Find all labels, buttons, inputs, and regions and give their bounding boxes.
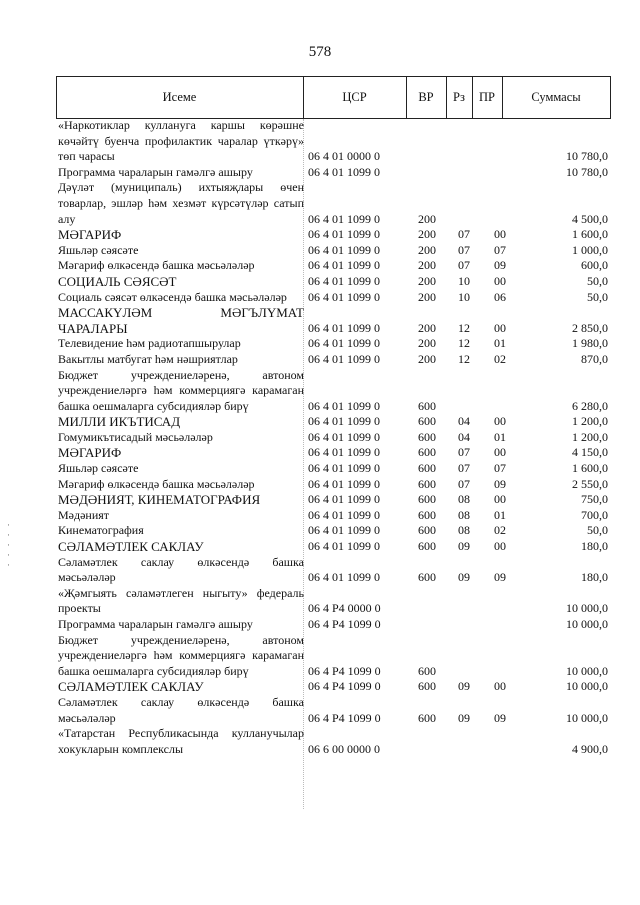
row-vr (408, 726, 458, 757)
row-rz: 12 (458, 351, 470, 366)
row-csr: 06 4 P4 1099 0 (308, 663, 381, 678)
row-sum: 50,0 (587, 273, 608, 288)
row-vr: 600 (418, 461, 436, 476)
row-csr: 06 4 P4 0000 0 (308, 601, 381, 616)
row-sum: 10 000,0 (566, 710, 608, 725)
row-name: «Наркотиклар кулланугa каршы көрәшне көчәйтү буенча профилактик чаралар үткәрү» төп чарасы (58, 118, 304, 164)
row-rz: 08 (458, 523, 470, 538)
row-vr: 200 (418, 258, 436, 273)
row-vr: 200 (418, 211, 436, 226)
row-vr: 600 (418, 445, 436, 460)
row-sum: 1 200,0 (572, 429, 608, 444)
row-name: МӘДӘНИЯТ, КИНЕМАТОГРАФИЯ (58, 492, 261, 508)
row-rz: 09 (458, 539, 470, 554)
row-sum: 600,0 (581, 258, 608, 273)
row-csr: 06 4 01 1099 0 (308, 539, 380, 554)
row-sum: 10 000,0 (566, 679, 608, 694)
row-pr: 01 (494, 429, 506, 444)
row-sum: 10 780,0 (566, 149, 608, 164)
row-pr (492, 586, 524, 617)
table-row (58, 290, 608, 306)
row-name: Социаль сәясәт өлкәсендә башка мәсьәләләр (58, 289, 287, 304)
row-sum: 10 000,0 (566, 663, 608, 678)
row-pr (492, 617, 524, 633)
row-name: МӘГАРИФ (58, 445, 122, 461)
row-pr: 01 (494, 507, 506, 522)
row-vr: 600 (418, 476, 436, 491)
row-rz: 08 (458, 492, 470, 507)
row-name: Мәдәният (58, 507, 110, 522)
row-sum: 50,0 (587, 523, 608, 538)
row-name: СӘЛАМӘТЛЕК САКЛАУ (58, 679, 204, 695)
row-pr (492, 726, 524, 757)
row-rz: 10 (458, 273, 470, 288)
row-vr: 600 (418, 492, 436, 507)
row-csr: 06 4 01 1099 0 (308, 445, 380, 460)
row-vr: 600 (418, 570, 436, 585)
table-row (58, 461, 608, 477)
table-row (58, 726, 608, 757)
row-rz: 10 (458, 289, 470, 304)
row-csr: 06 4 01 1099 0 (308, 414, 380, 429)
row-csr: 06 4 01 0000 0 (308, 149, 380, 164)
row-name: СОЦИАЛЬ СӘЯСӘТ (58, 273, 177, 289)
row-name: «Татарстан Республикасында кулланучылар хокукларын комплекслы (58, 726, 304, 756)
row-vr: 600 (418, 414, 436, 429)
row-vr: 200 (418, 336, 436, 351)
row-pr: 00 (494, 539, 506, 554)
row-vr (408, 586, 458, 617)
row-pr: 02 (494, 523, 506, 538)
header-csr: ЦСР (342, 90, 367, 104)
row-pr: 02 (494, 351, 506, 366)
row-pr: 00 (494, 445, 506, 460)
row-sum: 1 600,0 (572, 227, 608, 242)
row-pr: 00 (494, 273, 506, 288)
table-row (58, 477, 608, 493)
row-rz (458, 633, 492, 680)
row-pr: 09 (494, 570, 506, 585)
row-csr: 06 4 01 1099 0 (308, 242, 380, 257)
table-row (58, 617, 608, 633)
row-pr: 07 (494, 461, 506, 476)
table-row (58, 586, 608, 617)
header-vr: ВР (418, 90, 434, 104)
row-csr: 06 4 01 1099 0 (308, 211, 380, 226)
row-name: МИЛЛИ ИКЪТИСАД (58, 414, 181, 430)
row-name: МӘГАРИФ (58, 227, 122, 243)
row-csr: 06 4 01 1099 0 (308, 398, 380, 413)
row-csr: 06 6 00 0000 0 (308, 741, 380, 756)
row-vr (408, 617, 458, 633)
col-line-right (610, 76, 611, 119)
row-pr: 09 (494, 258, 506, 273)
row-sum: 180,0 (581, 570, 608, 585)
row-csr: 06 4 P4 1099 0 (308, 617, 381, 631)
row-pr: 00 (494, 492, 506, 507)
table-row (58, 492, 608, 508)
row-name: МАССАКҮЛӘМ МӘГЪЛҮМАТ ЧАРАЛАРЫ (58, 305, 304, 336)
row-sum: 1 200,0 (572, 414, 608, 429)
row-sum: 4 150,0 (572, 445, 608, 460)
table-row (58, 305, 608, 336)
row-name: СӘЛАМӘТЛЕК САКЛАУ (58, 539, 204, 555)
table-row (58, 165, 608, 181)
row-rz: 07 (458, 227, 470, 242)
row-rz: 07 (458, 258, 470, 273)
row-csr: 06 4 P4 1099 0 (308, 679, 381, 694)
row-vr: 600 (418, 398, 436, 413)
row-pr: 09 (494, 476, 506, 491)
row-pr (492, 165, 524, 181)
row-rz: 09 (458, 679, 470, 694)
row-csr: 06 4 01 1099 0 (308, 258, 380, 273)
table-row (58, 508, 608, 524)
row-csr: 06 4 01 1099 0 (308, 273, 380, 288)
row-vr: 600 (418, 507, 436, 522)
row-sum: 10 000,0 (566, 617, 608, 631)
table-row (58, 695, 608, 726)
row-pr: 00 (494, 679, 506, 694)
row-name: Кинематография (58, 523, 144, 538)
row-pr: 00 (494, 227, 506, 242)
row-rz: 09 (458, 710, 470, 725)
row-csr: 06 4 01 1099 0 (308, 289, 380, 304)
row-csr: 06 4 01 1099 0 (308, 461, 380, 476)
row-name: Программа чараларын гамәлгә ашыру (58, 164, 253, 179)
row-vr: 600 (418, 523, 436, 538)
row-vr: 200 (418, 242, 436, 257)
row-sum: 4 900,0 (572, 741, 608, 756)
row-pr (492, 633, 524, 680)
row-name: «Җәмгыять сәламәтлеген ныгыту» федераль проекты (58, 585, 304, 616)
row-rz: 08 (458, 507, 470, 522)
row-sum: 10 780,0 (566, 164, 608, 179)
row-pr (492, 368, 524, 415)
row-sum: 870,0 (581, 351, 608, 366)
row-sum: 10 000,0 (566, 601, 608, 616)
row-vr: 600 (418, 663, 436, 678)
page-number: 578 (308, 44, 332, 60)
row-csr: 06 4 01 1099 0 (308, 429, 380, 444)
row-sum: 1 000,0 (572, 242, 608, 257)
row-csr: 06 4 01 1099 0 (308, 164, 380, 179)
row-vr: 600 (418, 429, 436, 444)
row-csr: 06 4 01 1099 0 (308, 492, 380, 507)
row-rz (458, 118, 492, 165)
row-csr: 06 4 01 1099 0 (308, 351, 380, 366)
row-rz (458, 586, 492, 617)
row-sum: 1 980,0 (572, 336, 608, 351)
row-vr: 200 (418, 320, 436, 335)
row-name: Яшьләр сәясәте (58, 242, 139, 257)
row-name: Бюджет учреждениеләренә, автоном учреждениеләргә һәм коммерциягә карамаган башка оешмаларга субсидияләр бирү (58, 367, 304, 413)
header-pr: ПР (479, 90, 495, 104)
row-name: Бюджет учреждениеләренә, автоном учреждениеләргә һәм коммерциягә карамаган башка оешмаларга субсидияләр бирү (58, 632, 304, 678)
row-vr: 200 (418, 273, 436, 288)
table-row (58, 227, 608, 243)
row-name: Вакытлы матбугат һәм нәшриятлар (58, 351, 238, 366)
table-row (58, 352, 608, 368)
table-row (58, 258, 608, 274)
row-name: Яшьләр сәясәте (58, 461, 139, 476)
row-vr: 200 (418, 351, 436, 366)
row-csr: 06 4 01 1099 0 (308, 320, 380, 335)
row-rz: 12 (458, 336, 470, 351)
row-sum: 750,0 (581, 492, 608, 507)
row-vr: 200 (418, 289, 436, 304)
table-body (58, 118, 608, 757)
row-sum: 2 550,0 (572, 476, 608, 491)
row-csr: 06 4 01 1099 0 (308, 227, 380, 242)
row-rz: 07 (458, 445, 470, 460)
row-csr: 06 4 01 1099 0 (308, 507, 380, 522)
row-vr (408, 118, 458, 165)
row-rz: 04 (458, 429, 470, 444)
row-name: Сәламәтлек саклау өлкәсендә башка мәсьәләләр (58, 694, 304, 725)
header-rz: Рз (453, 90, 465, 104)
row-name: Телевидение һәм радиотапшырулар (58, 336, 241, 351)
table-row (58, 336, 608, 352)
row-vr (408, 165, 458, 181)
table-row (58, 274, 608, 290)
row-rz (458, 165, 492, 181)
table-row (58, 555, 608, 586)
row-csr: 06 4 P4 1099 0 (308, 710, 381, 725)
row-vr: 200 (418, 227, 436, 242)
row-vr: 600 (418, 679, 436, 694)
row-rz: 07 (458, 242, 470, 257)
row-pr (492, 118, 524, 165)
row-csr: 06 4 01 1099 0 (308, 523, 380, 538)
row-name: Сәламәтлек саклау өлкәсендә башка мәсьәләләр (58, 554, 304, 585)
row-sum: 2 850,0 (572, 320, 608, 335)
row-rz (458, 617, 492, 633)
row-csr: 06 4 01 1099 0 (308, 476, 380, 491)
row-csr: 06 4 01 1099 0 (308, 570, 380, 585)
table-row (58, 243, 608, 259)
row-pr: 00 (494, 320, 506, 335)
header-name: Исеме (162, 90, 197, 104)
row-sum: 4 500,0 (572, 211, 608, 226)
row-pr: 06 (494, 289, 506, 304)
row-pr: 07 (494, 242, 506, 257)
row-sum: 700,0 (581, 507, 608, 522)
row-rz (458, 368, 492, 415)
row-rz: 07 (458, 461, 470, 476)
row-pr (492, 180, 524, 227)
row-rz (458, 726, 492, 757)
row-sum: 6 280,0 (572, 398, 608, 413)
row-rz (458, 180, 492, 227)
table-row (58, 633, 608, 680)
header-sum: Суммасы (531, 90, 581, 104)
table-row (58, 679, 608, 695)
row-name: Гомумикътисадый мәсьәләләр (58, 429, 213, 444)
table-row (58, 414, 608, 430)
row-rz: 09 (458, 570, 470, 585)
table-row (58, 118, 608, 165)
row-sum: 1 600,0 (572, 461, 608, 476)
table-row (58, 539, 608, 555)
row-vr: 600 (418, 539, 436, 554)
row-pr: 01 (494, 336, 506, 351)
row-sum: 50,0 (587, 289, 608, 304)
row-csr: 06 4 01 1099 0 (308, 336, 380, 351)
table-row (58, 430, 608, 446)
row-vr: 600 (418, 710, 436, 725)
row-name: Программа чараларын гамәлгә ашыру (58, 617, 253, 631)
table-row (58, 180, 608, 227)
row-rz: 04 (458, 414, 470, 429)
table-row (58, 523, 608, 539)
row-sum: 180,0 (581, 539, 608, 554)
table-row (58, 368, 608, 415)
row-name: Мәгариф өлкәсендә башка мәсьәләләр (58, 258, 255, 273)
row-rz: 12 (458, 320, 470, 335)
row-name: Дәүләт (муниципаль) ихтыяҗлары өчен товарлар, эшләр һәм хезмәт күрсәтүләр сатып алу (58, 180, 304, 226)
row-rz: 07 (458, 476, 470, 491)
row-name: Мәгариф өлкәсендә башка мәсьәләләр (58, 476, 255, 491)
row-pr: 09 (494, 710, 506, 725)
margin-marks: · · · · · (7, 520, 10, 570)
table-row (58, 445, 608, 461)
row-pr: 00 (494, 414, 506, 429)
